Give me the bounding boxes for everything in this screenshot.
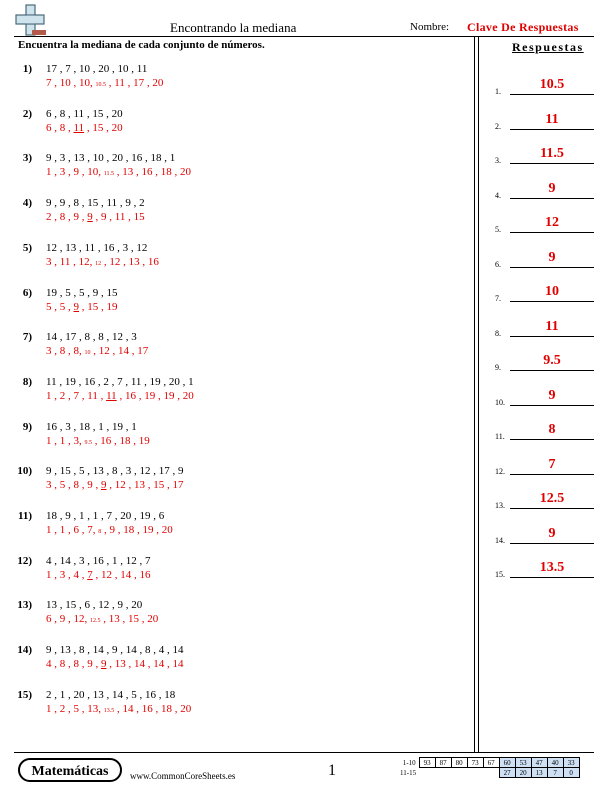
score-row: [398, 768, 579, 778]
score-cell-empty: [483, 768, 499, 778]
answer-value: 9.5: [543, 353, 561, 368]
answer-number: 2.: [495, 121, 501, 131]
number-set: 9 , 15 , 5 , 13 , 8 , 3 , 12 , 17 , 9: [46, 465, 184, 478]
answer-row: [483, 517, 603, 547]
sorted-text: 3 , 5 , 8 , 9 ,: [46, 479, 101, 492]
problem-item: [0, 331, 470, 375]
median-value: 11: [106, 389, 117, 402]
score-cell: 60: [499, 758, 515, 768]
problem-number: 7): [22, 331, 32, 344]
answer-row: [483, 551, 603, 581]
score-cell-empty: [419, 768, 435, 778]
problem-number: 1): [22, 63, 32, 75]
plus-logo-icon: [14, 4, 46, 36]
score-cell: 47: [531, 758, 547, 768]
problem-item: [0, 152, 470, 196]
problem-number: 15): [17, 688, 32, 701]
score-cell: 73: [467, 758, 483, 768]
answer-number: 4.: [495, 190, 501, 200]
answer-line: [510, 232, 594, 233]
sorted-set: [46, 77, 163, 89]
answer-row: [483, 275, 603, 305]
median-midpoint: 8: [98, 529, 102, 535]
problem-number: 3): [22, 152, 32, 165]
score-cell: 20: [515, 768, 531, 778]
problem-number: 14): [17, 644, 32, 657]
median-value: 9: [101, 658, 107, 671]
problem-item: [0, 242, 470, 286]
sorted-text: 3 , 8 , 8,: [46, 345, 85, 358]
problem-number: 8): [22, 375, 32, 388]
sorted-set: [46, 166, 191, 178]
answer-row: [483, 310, 603, 340]
answer-number: 6.: [495, 259, 501, 269]
sorted-text: , 16 , 18 , 19: [92, 434, 150, 447]
answer-value: 9: [548, 180, 556, 196]
answer-row: [483, 413, 603, 443]
sorted-text: , 16 , 19 , 19 , 20: [116, 389, 194, 402]
problem-item: [0, 510, 470, 554]
number-set: 9 , 13 , 8 , 14 , 9 , 14 , 8 , 4 , 14: [46, 644, 184, 657]
sorted-set: [46, 569, 151, 581]
median-value: 11: [73, 121, 85, 134]
score-cell: 87: [435, 758, 451, 768]
answer-number: 10.: [495, 397, 505, 407]
median-midpoint: 11.5: [103, 171, 115, 178]
score-cell: 27: [499, 768, 515, 778]
number-set: 4 , 14 , 3 , 16 , 1 , 12 , 7: [46, 554, 151, 567]
answer-number: 8.: [495, 328, 501, 338]
answer-number: 13.: [495, 501, 505, 510]
answer-row: [483, 448, 603, 478]
score-cell: 13: [531, 768, 547, 778]
sorted-text: 1 , 1 , 3,: [46, 434, 85, 447]
answer-number: 9.: [495, 363, 501, 372]
sorted-set: [46, 256, 159, 268]
problem-number: 5): [22, 241, 32, 254]
number-set: 11 , 19 , 16 , 2 , 7 , 11 , 19 , 20 , 1: [46, 375, 194, 388]
problem-item: [0, 287, 470, 331]
median-midpoint: 13.5: [103, 707, 115, 714]
median-midpoint: 12: [95, 260, 102, 267]
sorted-text: 7 , 10 , 10,: [46, 77, 96, 89]
problem-number: 6): [22, 286, 32, 299]
problem-item: [0, 376, 470, 420]
median-value: 9: [73, 300, 79, 313]
answer-number: 5.: [495, 225, 501, 234]
problem-number: 12): [17, 554, 32, 567]
problem-item: [0, 599, 470, 643]
brand-badge: Matemáticas: [18, 758, 122, 782]
problem-item: [0, 644, 470, 688]
site-url: www.CommonCoreSheets.es: [130, 771, 236, 781]
score-cell: 93: [419, 758, 435, 768]
answer-row: [483, 379, 603, 409]
answer-number: 15.: [495, 570, 505, 579]
sorted-text: , 12 , 14 , 17: [90, 345, 149, 358]
problem-number: 10): [17, 465, 32, 478]
median-midpoint: 10: [84, 350, 91, 357]
sorted-set: [46, 435, 150, 447]
score-cell: 67: [483, 758, 499, 768]
sorted-set: [46, 703, 191, 715]
answer-line: [510, 129, 594, 130]
problem-item: [0, 555, 470, 599]
answer-value: 9: [548, 249, 556, 265]
answer-row: [483, 172, 603, 202]
median-midpoint: 10.5: [95, 82, 106, 88]
sorted-text: , 12 , 14 , 16: [92, 568, 151, 581]
score-table: [398, 757, 580, 778]
answer-value: 10.5: [539, 77, 565, 92]
median-value: 7: [87, 568, 93, 581]
answer-value: 10: [545, 284, 559, 299]
answer-line: [510, 370, 594, 371]
sorted-text: 3 , 11 , 12,: [46, 255, 96, 268]
problem-number: 4): [22, 197, 32, 210]
instructions: Encuentra la mediana de cada conjunto de números.: [18, 39, 265, 51]
answer-value: 11: [545, 318, 559, 334]
answer-value: 11.5: [540, 146, 564, 161]
answer-column-divider: [478, 36, 479, 752]
answer-value: 9: [548, 525, 556, 541]
number-set: 6 , 8 , 11 , 15 , 20: [46, 107, 123, 120]
answers-heading: Respuestas: [512, 40, 584, 54]
sorted-text: , 13 , 14 , 14 , 14: [106, 658, 184, 671]
problem-item: [0, 108, 470, 152]
sorted-text: 1 , 3 , 4 ,: [46, 568, 88, 581]
answer-number: 1.: [495, 87, 501, 96]
sorted-text: , 11 , 17 , 20: [106, 77, 164, 89]
median-midpoint: 9.5: [84, 439, 92, 446]
answer-line: [510, 163, 594, 164]
problem-item: [0, 197, 470, 241]
sorted-set: [46, 301, 118, 313]
answer-line: [510, 405, 594, 406]
problem-number: 11): [17, 510, 32, 522]
answer-row: [483, 344, 603, 374]
footer-divider: [14, 752, 594, 753]
name-label: Nombre:: [410, 21, 450, 33]
answer-line: [510, 543, 594, 544]
sorted-set: [46, 122, 123, 134]
answer-value: 12.5: [539, 491, 565, 506]
answer-row: [483, 482, 603, 512]
sorted-set: [46, 479, 184, 491]
number-set: 2 , 1 , 20 , 13 , 14 , 5 , 16 , 18: [46, 688, 176, 701]
sorted-text: , 9 , 11 , 15: [92, 211, 145, 224]
score-row: [398, 758, 579, 768]
answer-number: 11.: [495, 432, 505, 441]
median-value: 9: [87, 211, 93, 224]
answer-value: 7: [548, 456, 556, 472]
number-set: 13 , 15 , 6 , 12 , 9 , 20: [46, 599, 143, 612]
answer-value: 13.5: [539, 560, 565, 575]
number-set: 12 , 13 , 11 , 16 , 3 , 12: [46, 241, 148, 254]
number-set: 16 , 3 , 18 , 1 , 19 , 1: [46, 420, 137, 433]
answer-value: 12: [545, 215, 559, 230]
median-value: 9: [101, 479, 107, 492]
problem-item: [0, 465, 470, 509]
score-cell: 40: [547, 758, 563, 768]
number-set: 9 , 9 , 8 , 15 , 11 , 9 , 2: [46, 197, 145, 210]
worksheet-title: Encontrando la mediana: [170, 20, 297, 35]
answer-line: [510, 198, 594, 199]
sorted-set: [46, 658, 184, 670]
sorted-set: [46, 345, 148, 357]
sorted-text: , 15 , 20: [84, 121, 123, 134]
number-set: 17 , 7 , 10 , 20 , 10 , 11: [46, 63, 148, 75]
answer-line: [510, 508, 594, 509]
answer-line: [510, 336, 594, 337]
sorted-text: , 13 , 15 , 20: [100, 613, 159, 626]
answer-row: [483, 241, 603, 271]
sorted-text: 1 , 1 , 6 , 7,: [46, 524, 99, 536]
answer-value: 8: [548, 422, 556, 437]
answer-column-divider: [474, 36, 475, 752]
answer-number: 7.: [495, 294, 501, 303]
number-set: 19 , 5 , 5 , 9 , 15: [46, 286, 118, 299]
sorted-text: 5 , 5 ,: [46, 300, 74, 313]
score-range-label: 11-15: [400, 768, 417, 777]
score-cell: 0: [563, 768, 579, 778]
answer-line: [510, 267, 594, 268]
score-cell: 53: [515, 758, 531, 768]
answer-value: 11: [545, 111, 559, 127]
answer-line: [510, 439, 594, 440]
score-cell-empty: [435, 768, 451, 778]
answer-row: [483, 68, 603, 98]
answer-value: 9: [548, 387, 556, 403]
sorted-set: [46, 524, 173, 536]
problem-item: [0, 689, 470, 733]
sorted-set: [46, 613, 158, 625]
answer-row: [483, 137, 603, 167]
sorted-text: 4 , 8 , 8 , 9 ,: [46, 658, 101, 671]
score-cell: 7: [547, 768, 563, 778]
number-set: 14 , 17 , 8 , 8 , 12 , 3: [46, 331, 137, 344]
answer-line: [510, 474, 594, 475]
answer-line: [510, 94, 594, 95]
number-set: 9 , 3 , 13 , 10 , 20 , 16 , 18 , 1: [46, 152, 176, 165]
problem-item: [0, 63, 470, 107]
score-cell: 33: [563, 758, 579, 768]
answer-line: [510, 577, 594, 578]
score-cell-empty: [467, 768, 483, 778]
sorted-text: 1 , 3 , 9 , 10,: [46, 166, 104, 179]
sorted-text: , 12 , 13 , 16: [101, 255, 159, 268]
sorted-text: , 14 , 16 , 18 , 20: [114, 702, 192, 715]
sorted-set: [46, 390, 194, 402]
sorted-text: 1 , 2 , 5 , 13,: [46, 702, 104, 715]
name-value: Clave De Respuestas: [467, 20, 579, 34]
sorted-text: 1 , 2 , 7 , 11 ,: [46, 389, 107, 402]
sorted-text: 6 , 8 ,: [46, 121, 74, 134]
sorted-text: 6 , 9 , 12,: [46, 613, 90, 626]
answer-number: 12.: [495, 466, 505, 476]
sorted-set: [46, 211, 145, 223]
median-midpoint: 12.5: [90, 618, 101, 625]
problem-number: 2): [22, 107, 32, 120]
score-cell-empty: [451, 768, 467, 778]
problem-item: [0, 421, 470, 465]
sorted-text: , 9 , 18 , 19 , 20: [101, 524, 173, 536]
sorted-text: , 15 , 19: [79, 300, 118, 313]
answer-number: 3.: [495, 156, 501, 165]
sorted-text: 2 , 8 , 9 ,: [46, 211, 88, 224]
answer-number: 14.: [495, 535, 505, 545]
number-set: 18 , 9 , 1 , 1 , 7 , 20 , 19 , 6: [46, 510, 165, 522]
answer-row: [483, 103, 603, 133]
answer-line: [510, 301, 594, 302]
score-cell: 80: [451, 758, 467, 768]
problem-number: 13): [17, 599, 32, 612]
score-range-label: 1-10: [402, 758, 416, 767]
sorted-text: , 13 , 16 , 18 , 20: [114, 166, 192, 179]
problem-number: 9): [22, 420, 32, 433]
answer-row: [483, 206, 603, 236]
header-divider: [14, 36, 594, 37]
sorted-text: , 12 , 13 , 15 , 17: [106, 479, 184, 492]
page-number: 1: [328, 762, 336, 779]
